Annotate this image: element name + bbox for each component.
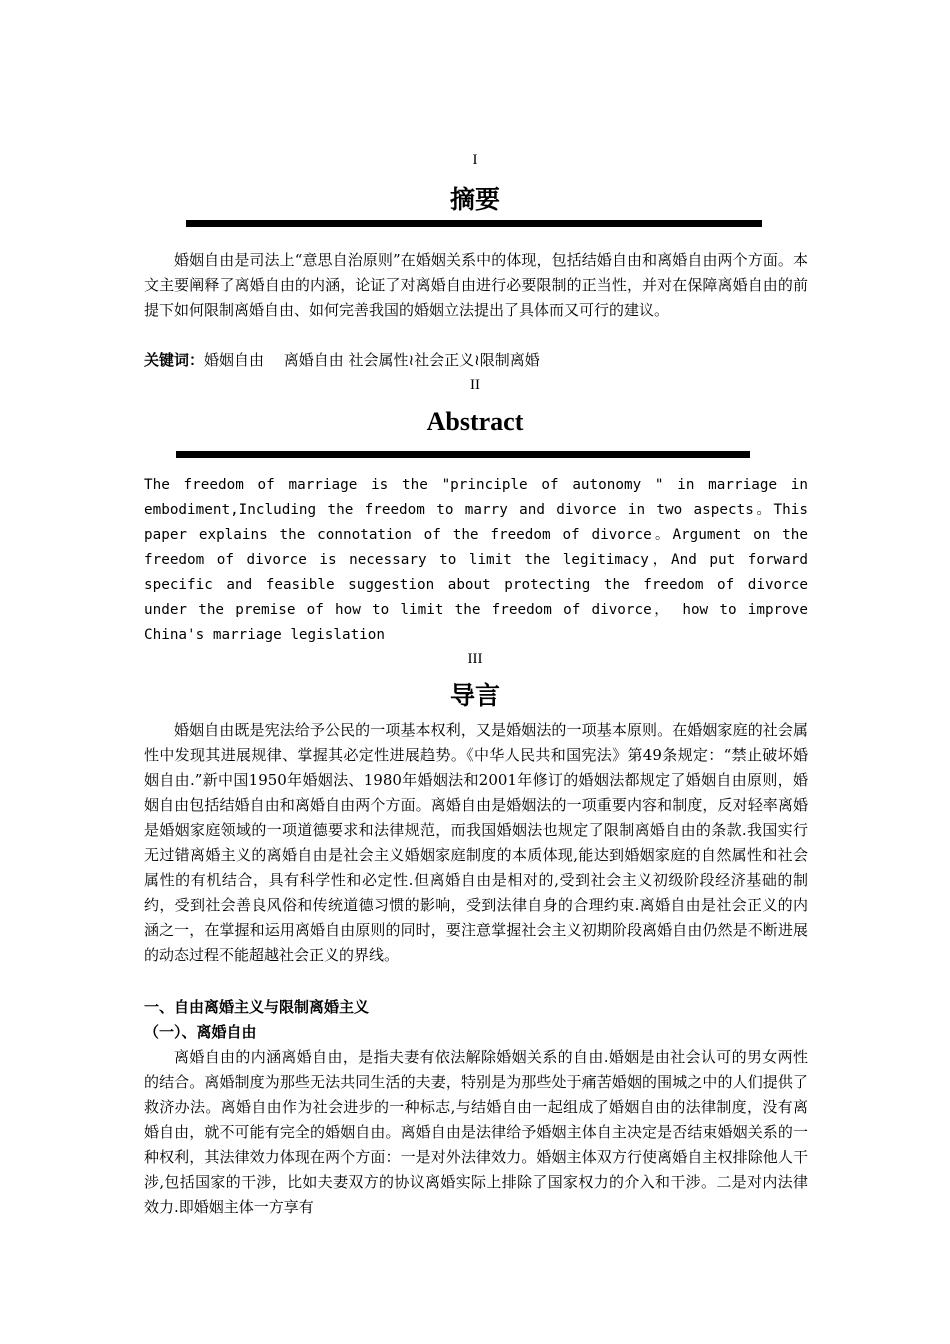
keywords-label: 关键词： bbox=[144, 351, 205, 369]
page-marker-3: III bbox=[467, 651, 483, 667]
title-rule-1 bbox=[186, 220, 762, 227]
introduction-title: 导言 bbox=[449, 681, 500, 710]
page-marker-1: I bbox=[472, 152, 478, 168]
abstract-cn-body: 婚姻自由是司法上“意思自治原则”在婚姻关系中的体现，包括结婚自由和离婚自由两个方面。本文主要阐释了离婚自由的内涵，论证了对离婚自由进行必要限制的正当性，并对在保障离婚自由的前提下如何限制离婚自由、如何完善我国的婚姻立法提出了具体而又可行的建议。 bbox=[144, 251, 808, 319]
section-1-title: 一、自由离婚主义与限制离婚主义 bbox=[144, 998, 370, 1016]
keywords-line bbox=[144, 348, 808, 373]
title-rule-2 bbox=[176, 451, 750, 458]
abstract-cn-title: 摘要 bbox=[449, 185, 500, 214]
abstract-en-title: Abstract bbox=[426, 407, 524, 436]
abstract-en-body: The freedom of marriage is the "principle of autonomy " in marriage in embodiment,Including the freedom to marry and divorce in two aspects。This paper explains the connotation of the freedom of divorce。Argument on the freedom of divorce is necessary to limit the legitimacy，And put forward specific and feasible suggestion about protecting the freedom of divorce under the premise of how to limit the freedom of divorce， how to improve China's marriage legislation bbox=[144, 477, 808, 643]
subsection-1-body: 离婚自由的内涵离婚自由，是指夫妻有依法解除婚姻关系的自由.婚姻是由社会认可的男女两性的结合。离婚制度为那些无法共同生活的夫妻，特别是为那些处于痛苦婚姻的围城之中的人们提供了救济办法。离婚自由作为社会进步的一种标志,与结婚自由一起组成了婚姻自由的法律制度，没有离婚自由，就不可能有完全的婚姻自由。离婚自由是法律给予婚姻主体自主决定是否结束婚姻关系的一种权利，其法律效力体现在两个方面：一是对外法律效力。婚姻主体双方行使离婚自主权排除他人干涉,包括国家的干涉，比如夫妻双方的协议离婚实际上排除了国家权力的介入和干涉。二是对内法律效力.即婚姻主体一方享有 bbox=[144, 1048, 808, 1216]
page-marker-2: II bbox=[470, 377, 480, 393]
keywords-text: 婚姻自由 离婚自由 社会属性≀社会正义≀限制离婚 bbox=[204, 351, 540, 369]
subsection-1-title: （一）、离婚自由 bbox=[144, 1023, 257, 1041]
introduction-body: 婚姻自由既是宪法给予公民的一项基本权利，又是婚姻法的一项基本原则。在婚姻家庭的社会属性中发现其进展规律、掌握其必定性进展趋势。《中华人民共和国宪法》第49条规定：“禁止破坏婚姻自由.”新中国1950年婚姻法、1980年婚姻法和2001年修订的婚姻法都规定了婚姻自由原则，婚姻自由包括结婚自由和离婚自由两个方面。离婚自由是婚姻法的一项重要内容和制度，反对轻率离婚是婚姻家庭领域的一项道德要求和法律规范，而我国婚姻法也规定了限制离婚自由的条款.我国实行无过错离婚主义的离婚自由是社会主义婚姻家庭制度的本质体现,能达到婚姻家庭的自然属性和社会属性的有机结合，具有科学性和必定性.但离婚自由是相对的,受到社会主义初级阶段经济基础的制约，受到社会善良风俗和传统道德习惯的影响，受到法律自身的合理约束.离婚自由是社会正义的内涵之一，在掌握和运用离婚自由原则的同时，要注意掌握社会主义初期阶段离婚自由仍然是不断进展的动态过程不能超越社会正义的界线。 bbox=[144, 721, 808, 964]
